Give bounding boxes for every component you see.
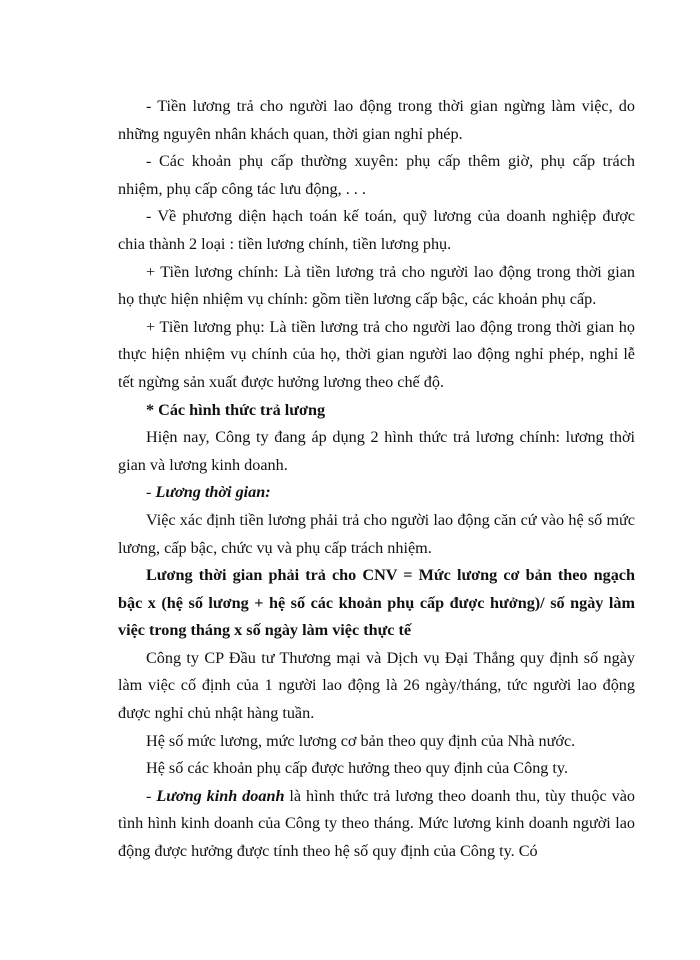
paragraph-determining-wage: Việc xác định tiền lương phải trả cho người lao động căn cứ vào hệ số mức lương, cấp bậc, chức vụ và phụ cấp trách nhiệm. [118,510,635,557]
formula-time-wage: Lương thời gian phải trả cho CNV = Mức lương cơ bản theo ngạch bậc x (hệ số lương + hệ số các khoản phụ cấp được hưởng)/ số ngày làm việc trong tháng x số ngày làm việc thực tế [118,566,635,640]
paragraph-company-applies: Hiện nay, Công ty đang áp dụng 2 hình thức trả lương chính: lương thời gian và lương kinh doanh. [118,428,635,474]
paragraph-main-wage: + Tiền lương chính: Là tiền lương trả cho người lao động trong thời gian họ thực hiện nhiệm vụ chính: gồm tiền lương cấp bậc, các khoản phụ cấp. [118,262,635,309]
time-wage-prefix: - [146,483,156,502]
paragraph-wage-during-work-stoppage: - Tiền lương trả cho người lao động trong thời gian ngừng làm việc, do những nguyên nhân khách quan, thời gian nghỉ phép. [118,97,635,143]
business-wage-description: là hình thức trả lương theo doanh thu, tùy thuộc vào tình hình kinh doanh của Công ty theo tháng. Mức lương kinh doanh người lao động được hưởng được tính theo hệ số quy định của Công ty. Có [118,786,635,861]
time-wage-title: Lương thời gian: [155,483,271,502]
paragraph-working-days: Công ty CP Đầu tư Thương mại và Dịch vụ Đại Thắng quy định số ngày làm việc cố định của 1 người lao động là 26 ngày/tháng, tức người lao động được nghỉ chủ nhật hàng tuần. [118,648,635,723]
paragraph-business-wage [118,783,635,866]
paragraph-secondary-wage: + Tiền lương phụ: Là tiền lương trả cho người lao động trong thời gian họ thực hiện nhiệm vụ chính của họ, thời gian người lao động nghỉ phép, nghỉ lễ tết ngừng sản xuất được hưởng lương theo chế độ. [118,317,635,391]
paragraph-allowance-coefficient: Hệ số các khoản phụ cấp được hưởng theo quy định của Công ty. [146,759,569,778]
heading-time-wage [118,479,635,507]
paragraph-regular-allowances: - Các khoản phụ cấp thường xuyên: phụ cấp thêm giờ, phụ cấp trách nhiệm, phụ cấp công tác lưu động, . . . [118,152,635,198]
paragraph-accounting-wage-fund: - Về phương diện hạch toán kế toán, quỹ lương của doanh nghiệp được chia thành 2 loại : tiền lương chính, tiền lương phụ. [118,207,635,253]
heading-payment-forms: * Các hình thức trả lương [146,400,326,419]
paragraph-wage-coefficient: Hệ số mức lương, mức lương cơ bản theo quy định của Nhà nước. [146,731,576,750]
business-wage-prefix: - [146,786,157,805]
document-body [118,93,635,866]
business-wage-title: Lương kinh doanh [156,786,285,805]
